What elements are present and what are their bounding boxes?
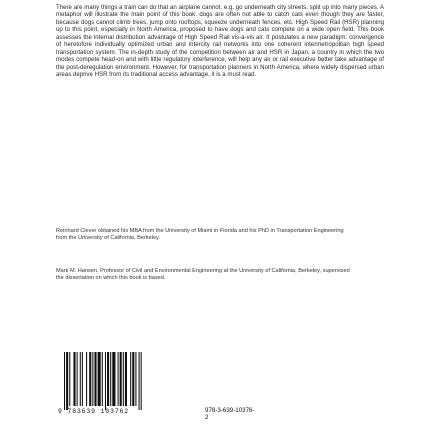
author-bio-hansen: [56, 268, 356, 282]
barcode-bar: [89, 352, 91, 406]
barcode-bar: [64, 352, 65, 410]
author-bio-clever: [56, 228, 356, 242]
barcode-bar: [112, 352, 115, 406]
barcode-bar: [66, 352, 68, 410]
barcode-bar: [132, 352, 134, 406]
book-description: [56, 4, 384, 176]
barcode-bar: [105, 352, 106, 410]
barcode-bar: [120, 352, 122, 406]
barcode-area: [56, 352, 256, 422]
author-bio-text: Mark M. Hansen, Professor of Civil and Environmental Engineering at the University of California, Berkeley, supervised the dissertation on which this book is based.: [56, 268, 350, 282]
barcode-bar: [135, 352, 136, 406]
barcode-bar: [82, 352, 83, 406]
barcode-bar: [94, 352, 96, 406]
barcode-bar: [130, 352, 131, 406]
barcode-bar: [141, 352, 142, 410]
barcode-bar: [125, 352, 127, 406]
barcode-bar: [80, 352, 81, 406]
barcode-bar: [110, 352, 111, 406]
barcode-bar: [123, 352, 124, 406]
book-description-text: There are many things a train can do that an airplane cannot, e.g. go underneath city streets, split up into many pieces. A metaphor will illustrate the main point of this book: dogs are often not able to catch cats even though they are faster, because dogs cannot climb trees, jump onto rooftops, squeeze underneath fences, etc. High Speed Rail (HSR) planning up to this point, especially in North America, proposed to have dogs and cats compete on a wide open field. This book assesses the internal distribution advantage of High Speed Rail vis-a-vis air. It postulates a new paradigm: convergence of heretofore individually optimized urban and intercity rail networks into one coherent intermetropolitan high speed transportation system. The in-depth study of the competition between air and HSR in Japan, a country in which the two modes compete head-on and with little regulatory interference, will help any air or rail executive better take advantage of the post-deregulation environment. However, for transportation planners in North America, where widely dispersed urban areas deprive HSR from its traditional access advantage, it is a must read.: [56, 4, 384, 79]
barcode-bar: [139, 352, 140, 410]
barcode-digits: 9 783639 103762: [58, 408, 130, 415]
barcode-bar: [92, 352, 93, 406]
barcode-bar: [107, 352, 109, 406]
isbn-number: 978-3-639-10376-2: [205, 407, 255, 421]
barcode-bar: [77, 352, 78, 406]
author-bio-text: Reinhard Clever obtained his MBA from the University of Miami in Florida and his PhD in Transportation Engineering from the University of California, Berkeley.: [56, 228, 344, 242]
barcode-bar: [118, 352, 119, 406]
barcode-bar: [86, 352, 87, 406]
barcode-bar: [102, 352, 103, 406]
barcode-bar: [69, 352, 70, 406]
barcode-bar: [73, 352, 75, 406]
barcode-bar: [98, 352, 101, 406]
barcode-icon: [64, 352, 176, 410]
